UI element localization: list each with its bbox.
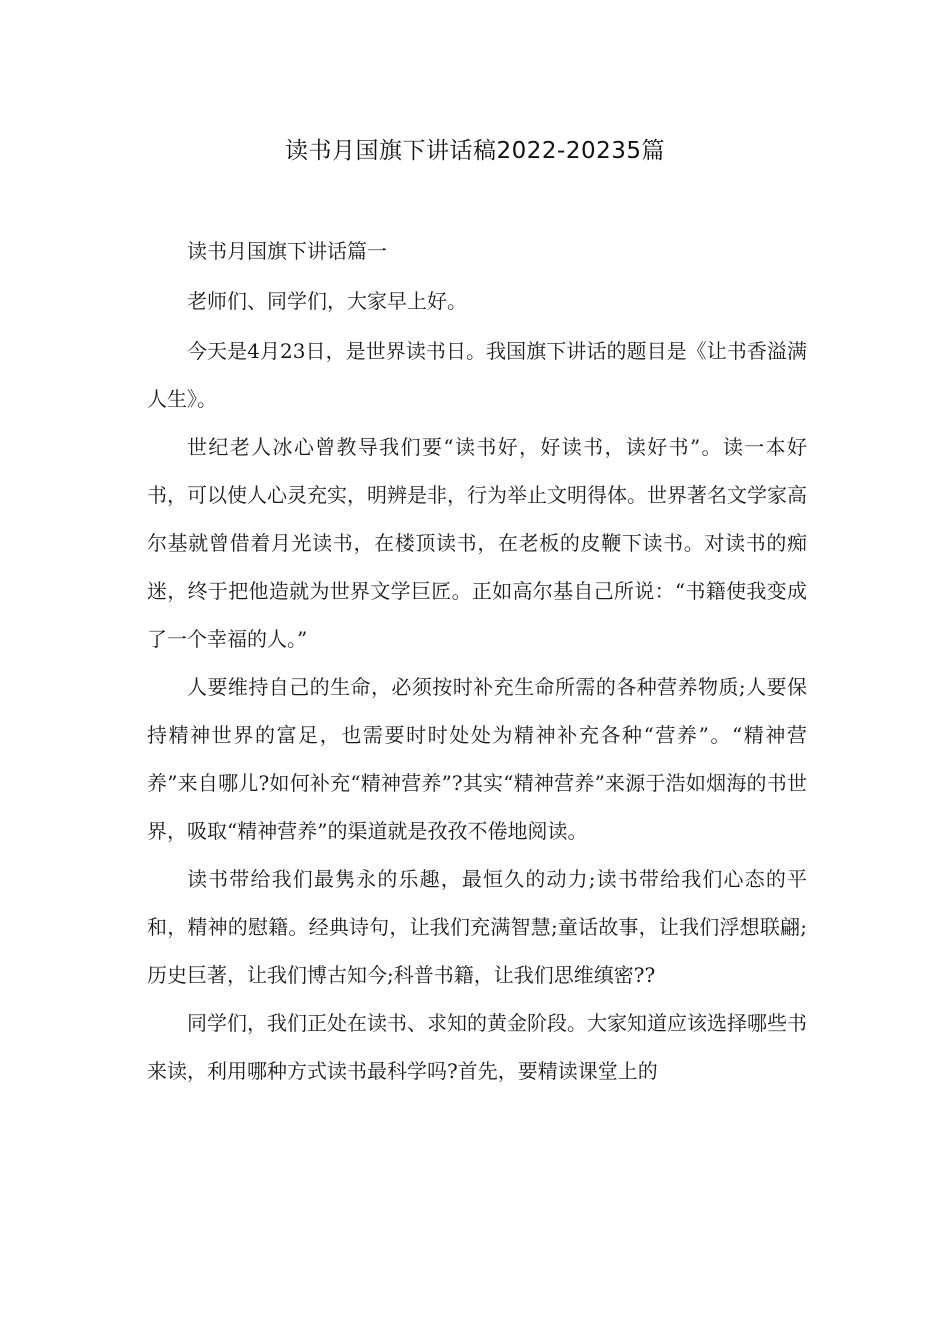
paragraph-3: 人要维持自己的生命，必须按时补充生命所需的各种营养物质;人要保持精神世界的富足，也需要时时处处为精神补充各种“营养”。“精神营养”来自哪儿?如何补充“精神营养”?其实“精神营养”来源于浩如烟海的书世界，吸取“精神营养”的渠道就是孜孜不倦地阅读。 bbox=[147, 675, 807, 843]
paragraph-1: 今天是4月23日，是世界读书日。我国旗下讲话的题目是《让书香溢满人生》。 bbox=[147, 339, 807, 411]
paragraph-2: 世纪老人冰心曾教导我们要“读书好，好读书，读好书”。读一本好书，可以使人心灵充实，明辨是非，行为举止文明得体。世界著名文学家高尔基就曾借着月光读书，在楼顶读书，在老板的皮鞭下读书。对读书的痴迷，终于把他造就为世界文学巨匠。正如高尔基自己所说：“书籍使我变成了一个幸福的人。” bbox=[147, 435, 807, 651]
paragraph-4: 读书带给我们最隽永的乐趣，最恒久的动力;读书带给我们心态的平和，精神的慰籍。经典诗句，让我们充满智慧;童话故事，让我们浮想联翩;历史巨著，让我们博古知今;科普书籍，让我们思维缜密?? bbox=[147, 867, 807, 987]
section-heading: 读书月国旗下讲话篇一 bbox=[187, 239, 387, 263]
paragraph-5: 同学们，我们正处在读书、求知的黄金阶段。大家知道应该选择哪些书来读，利用哪种方式读书最科学吗?首先，要精读课堂上的 bbox=[147, 1011, 807, 1083]
document-body bbox=[147, 327, 807, 1095]
greeting-line: 老师们、同学们，大家早上好。 bbox=[187, 289, 467, 313]
document-title: 读书月国旗下讲话稿2022-20235篇 bbox=[285, 138, 665, 164]
